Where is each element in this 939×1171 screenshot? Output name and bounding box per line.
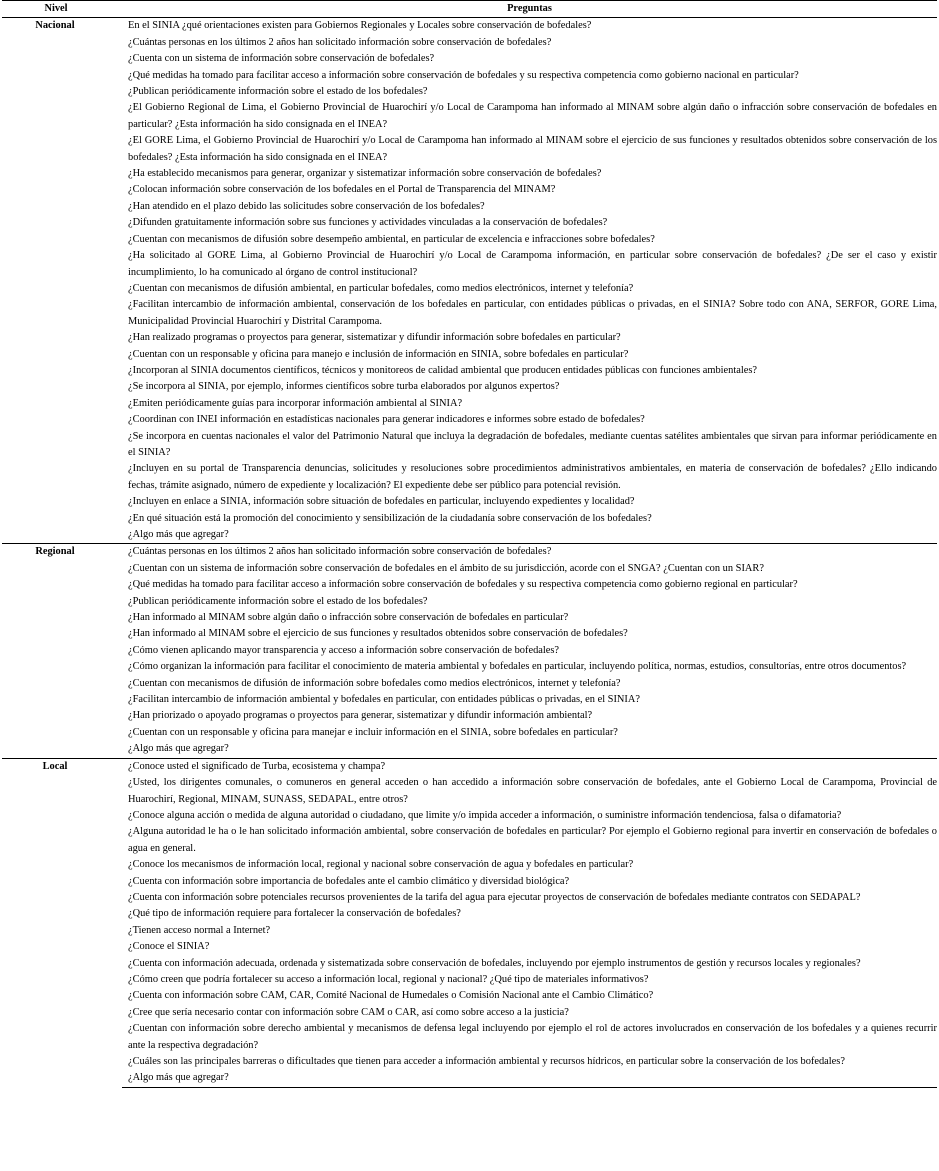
table-row xyxy=(2,511,937,527)
table-row xyxy=(2,297,937,330)
table-row xyxy=(2,857,937,873)
table-row xyxy=(2,68,937,84)
table-row xyxy=(2,956,937,972)
header-preguntas: Preguntas xyxy=(122,1,937,18)
question-text: ¿Han atendido en el plazo debido las solicitudes sobre conservación de los bofedales? xyxy=(128,200,485,212)
question-text: ¿Han informado al MINAM sobre el ejercicio de sus funciones y resultados obtenidos sobre conservación de bofedales? xyxy=(128,628,628,640)
question-text: ¿Han informado al MINAM sobre algún daño o infracción sobre conservación de bofedales en particular? xyxy=(128,612,569,624)
table-row xyxy=(2,824,937,857)
table-row xyxy=(2,577,937,593)
question-text: ¿Conoce el SINIA? xyxy=(128,941,210,953)
question-text: ¿Cómo vienen aplicando mayor transparencia y acceso a información sobre conservación de bofedales? xyxy=(128,644,560,656)
question-text: ¿Qué tipo de información requiere para fortalecer la conservación de bofedales? xyxy=(128,908,461,920)
question-text: ¿Usted, los dirigentes comunales, o comuneros en general acceden o han accedido a información sobre conservación de bofedales, ante el Gobierno Local de Carampoma, Provincial de Huarochirí, Regional, MINAM, SUNASS, SEDAPAL, entre otros? xyxy=(128,777,937,805)
table-row xyxy=(2,527,937,544)
table-header xyxy=(2,1,937,18)
table-row xyxy=(2,281,937,297)
question-text: ¿Han priorizado o apoyado programas o proyectos para generar, sistematizar y difundir información ambiental? xyxy=(128,710,593,722)
table-row xyxy=(2,215,937,231)
table-row xyxy=(2,51,937,67)
table-row xyxy=(2,659,937,675)
table-row xyxy=(2,133,937,166)
question-text: ¿Emiten periódicamente guías para incorporar información ambiental al SINIA? xyxy=(128,397,463,409)
question-text: ¿Se incorpora al SINIA, por ejemplo, informes científicos sobre turba elaborados por algunos expertos? xyxy=(128,381,560,393)
table-row xyxy=(2,708,937,724)
question-text: ¿Conoce usted el significado de Turba, ecosistema y champa? xyxy=(122,758,937,775)
table-row xyxy=(2,561,937,577)
question-text: ¿Cuentan con un responsable y oficina para manejar e incluir información en el SINIA, sobre bofedales en particular? xyxy=(128,726,618,738)
question-text: ¿Cuentan con mecanismos de difusión de información sobre bofedales como medios electrónicos, internet y telefonía? xyxy=(128,677,621,689)
table-row xyxy=(2,248,937,281)
question-text: ¿Alguna autoridad le ha o le han solicitado información ambiental, sobre conservación de bofedales en particular? Por ejemplo el Gobierno regional para invertir en conservación de bofedales o agua en general. xyxy=(128,826,937,854)
question-text: ¿Ha establecido mecanismos para generar, organizar y sistematizar información sobre conservación de bofedales? xyxy=(128,168,602,180)
table-row xyxy=(2,166,937,182)
table-row xyxy=(2,363,937,379)
table-row xyxy=(2,890,937,906)
table-row xyxy=(2,972,937,988)
question-text: ¿Cuántas personas en los últimos 2 años han solicitado información sobre conservación de bofedales? xyxy=(122,544,937,561)
section-local xyxy=(2,758,937,1087)
table-row xyxy=(2,775,937,808)
question-text: En el SINIA ¿qué orientaciones existen para Gobiernos Regionales y Locales sobre conservación de bofedales? xyxy=(128,20,592,32)
question-text: ¿Incorporan al SINIA documentos científicos, técnicos y monitoreos de calidad ambiental que producen entidades públicas con funciones ambientales? xyxy=(128,364,758,376)
question-text: ¿Cuentan con un sistema de información sobre conservación de bofedales en el ámbito de su jurisdicción, acorde con el SNGA? ¿Cuentan con un SIAR? xyxy=(128,562,764,574)
question-text: ¿Cómo creen que podría fortalecer su acceso a información local, regional y nacional? ¿Qué tipo de materiales informativos? xyxy=(128,973,649,985)
table-row xyxy=(2,100,937,133)
table-row xyxy=(2,939,937,955)
table-row xyxy=(2,84,937,100)
table-row xyxy=(2,988,937,1004)
table-row xyxy=(2,1054,937,1070)
table-row xyxy=(2,725,937,741)
header-nivel: Nivel xyxy=(2,1,122,18)
question-text: ¿Cuentan con mecanismos de difusión sobre desempeño ambiental, en particular de excelencia e infracciones sobre bofedales? xyxy=(128,233,655,245)
question-text: ¿Cuenta con información adecuada, ordenada y sistematizada sobre conservación de bofedales, incluyendo por ejemplo instrumentos de gestión y recursos locales y regionales? xyxy=(128,957,861,969)
question-text: ¿Conoce los mecanismos de información local, regional y nacional sobre conservación de agua y bofedales en particular? xyxy=(128,859,634,871)
questions-document xyxy=(2,0,937,1088)
table-row xyxy=(2,1005,937,1021)
question-text: ¿Cree que sería necesario contar con información sobre CAM o CAR, así como sobre acceso a la justicia? xyxy=(128,1006,569,1018)
question-text: ¿Facilitan intercambio de información ambiental, conservación de los bofedales en particular, con entidades públicas o privadas, en el SINIA? Sobre todo con ANA, SERFOR, GORE Lima, Municipalidad Provincial Huarochirí y Distrital Carampoma. xyxy=(128,299,937,327)
question-text: ¿Tienen acceso normal a Internet? xyxy=(128,924,271,936)
question-text: ¿En qué situación está la promoción del conocimiento y sensibilización de la ciudadanía sobre conservación de los bofedales? xyxy=(128,512,652,524)
level-label: Local xyxy=(2,758,122,1087)
table-row xyxy=(2,429,937,462)
question-text: ¿Algo más que agregar? xyxy=(122,1070,937,1087)
question-text: ¿Cuenta con información sobre potenciales recursos provenientes de la tarifa del agua para ejecutar proyectos de conservación de bofedales mediante contratos con SEDAPAL? xyxy=(128,891,861,903)
question-text: ¿Facilitan intercambio de información ambiental y bofedales en particular, con entidades públicas o privadas, en el SINIA? xyxy=(128,694,641,706)
table-row xyxy=(2,692,937,708)
table-row xyxy=(2,232,937,248)
table-row xyxy=(2,874,937,890)
table-row xyxy=(2,808,937,824)
table-row xyxy=(2,182,937,198)
question-text: ¿Coordinan con INEI información en estadísticas nacionales para generar indicadores e informes sobre estado de bofedales? xyxy=(128,414,645,426)
table-row xyxy=(2,18,937,35)
table-row xyxy=(2,347,937,363)
question-text: ¿Cuántas personas en los últimos 2 años han solicitado información sobre conservación de bofedales? xyxy=(128,36,552,48)
question-text: ¿Cómo organizan la información para facilitar el conocimiento de materia ambiental y bofedales en particular, incluyendo política, normas, estudios, consultorías, entre otros documentos? xyxy=(128,661,907,673)
table-row xyxy=(2,396,937,412)
question-text: ¿Se incorpora en cuentas nacionales el valor del Patrimonio Natural que incluya la degradación de bofedales, mediante cuentas satélites ambientales que sirvan para informar periódicamente en el SINIA? xyxy=(128,430,937,458)
table-row xyxy=(2,741,937,758)
question-text: ¿Cuenta con un sistema de información sobre conservación de bofedales? xyxy=(128,53,435,65)
table-row xyxy=(2,494,937,510)
section-regional xyxy=(2,544,937,758)
question-text: ¿Cuentan con información sobre derecho ambiental y mecanismos de defensa legal incluyendo por ejemplo el rol de actores involucrados en conservación de los bofedales y a quienes recurrir ante la respectiva degradación? xyxy=(128,1023,937,1051)
question-text: ¿Cuáles son las principales barreras o dificultades que tienen para acceder a información ambiental y recursos hídricos, en particular sobre la conservación de los bofedales? xyxy=(128,1056,845,1067)
table-row xyxy=(2,461,937,494)
table-row xyxy=(2,379,937,395)
question-text: ¿Algo más que agregar? xyxy=(128,529,229,540)
question-text: ¿Ha solicitado al GORE Lima, al Gobierno Provincial de Huarochirí y/o Local de Carampoma información, en particular sobre conservación de bofedales? ¿De ser el caso y existir incumplimiento, lo ha comunicado al órgano de control institucional? xyxy=(128,250,937,278)
table-row xyxy=(2,906,937,922)
question-text: ¿Cuentan con mecanismos de difusión ambiental, en particular bofedales, como medios electrónicos, internet y telefonía? xyxy=(128,282,634,294)
table-row xyxy=(2,1021,937,1054)
question-text: ¿Qué medidas ha tomado para facilitar acceso a información sobre conservación de bofedales y su respectiva competencia como gobierno regional en particular? xyxy=(128,579,798,591)
level-label: Nacional xyxy=(35,20,75,32)
question-text: ¿Cuentan con un responsable y oficina para manejo e inclusión de información en SINIA, sobre bofedales en particular? xyxy=(128,348,629,360)
questions-table xyxy=(2,0,937,1088)
question-text: ¿Difunden gratuitamente información sobre sus funciones y actividades vinculadas a la conservación de bofedales? xyxy=(128,217,608,229)
question-text: ¿Colocan información sobre conservación de los bofedales en el Portal de Transparencia del MINAM? xyxy=(128,184,556,196)
table-row xyxy=(2,643,937,659)
question-text: ¿Cuenta con información sobre CAM, CAR, Comité Nacional de Humedales o Comisión Nacional ante el Cambio Climático? xyxy=(128,990,654,1002)
table-row xyxy=(2,626,937,642)
section-nacional xyxy=(2,18,937,544)
question-text: ¿Publican periódicamente información sobre el estado de los bofedales? xyxy=(128,86,428,98)
question-text: ¿Incluyen en enlace a SINIA, información sobre situación de bofedales en particular, incluyendo expedientes y localidad? xyxy=(128,496,635,508)
question-text: ¿El GORE Lima, el Gobierno Provincial de Huarochirí y/o Local de Carampoma han informado al MINAM sobre el ejercicio de sus funciones y resultados obtenidos sobre conservación de los bofedales? ¿Esta información ha sido consignada en el INEA? xyxy=(128,135,937,163)
table-row xyxy=(2,544,937,561)
question-text: ¿Conoce alguna acción o medida de alguna autoridad o ciudadano, que limite y/o impida acceder a información, o suministre información tendenciosa, falsa o difamatoria? xyxy=(128,809,842,821)
table-row xyxy=(2,594,937,610)
table-row xyxy=(2,1070,937,1087)
table-row xyxy=(2,676,937,692)
table-row xyxy=(2,758,937,775)
question-text: ¿Cuenta con información sobre importancia de bofedales ante el cambio climático y diversidad biológica? xyxy=(128,875,570,887)
table-row xyxy=(2,35,937,51)
level-label: Regional xyxy=(2,544,122,758)
table-row xyxy=(2,199,937,215)
question-text: ¿El Gobierno Regional de Lima, el Gobierno Provincial de Huarochirí y/o Local de Carampoma han informado al MINAM sobre algún daño o infracción sobre conservación de bofedales en particular? ¿Esta información ha sido consignada en el INEA? xyxy=(128,102,937,130)
table-row xyxy=(2,412,937,428)
question-text: ¿Qué medidas ha tomado para facilitar acceso a información sobre conservación de bofedales y su respectiva competencia como gobierno nacional en particular? xyxy=(128,69,799,81)
question-text: ¿Incluyen en su portal de Transparencia denuncias, solicitudes y resoluciones sobre procedimientos administrativos ambientales, en materia de conservación de bofedales? ¿Ello indicando fechas, trámite asignado, número de expediente y localización? El expediente debe ser público para potencial revisión. xyxy=(128,463,937,491)
question-text: ¿Algo más que agregar? xyxy=(128,743,229,755)
question-text: ¿Publican periódicamente información sobre el estado de los bofedales? xyxy=(128,595,428,607)
table-row xyxy=(2,610,937,626)
table-row xyxy=(2,330,937,346)
question-text: ¿Han realizado programas o proyectos para generar, sistematizar y difundir información sobre bofedales en particular? xyxy=(128,332,621,344)
table-row xyxy=(2,923,937,939)
